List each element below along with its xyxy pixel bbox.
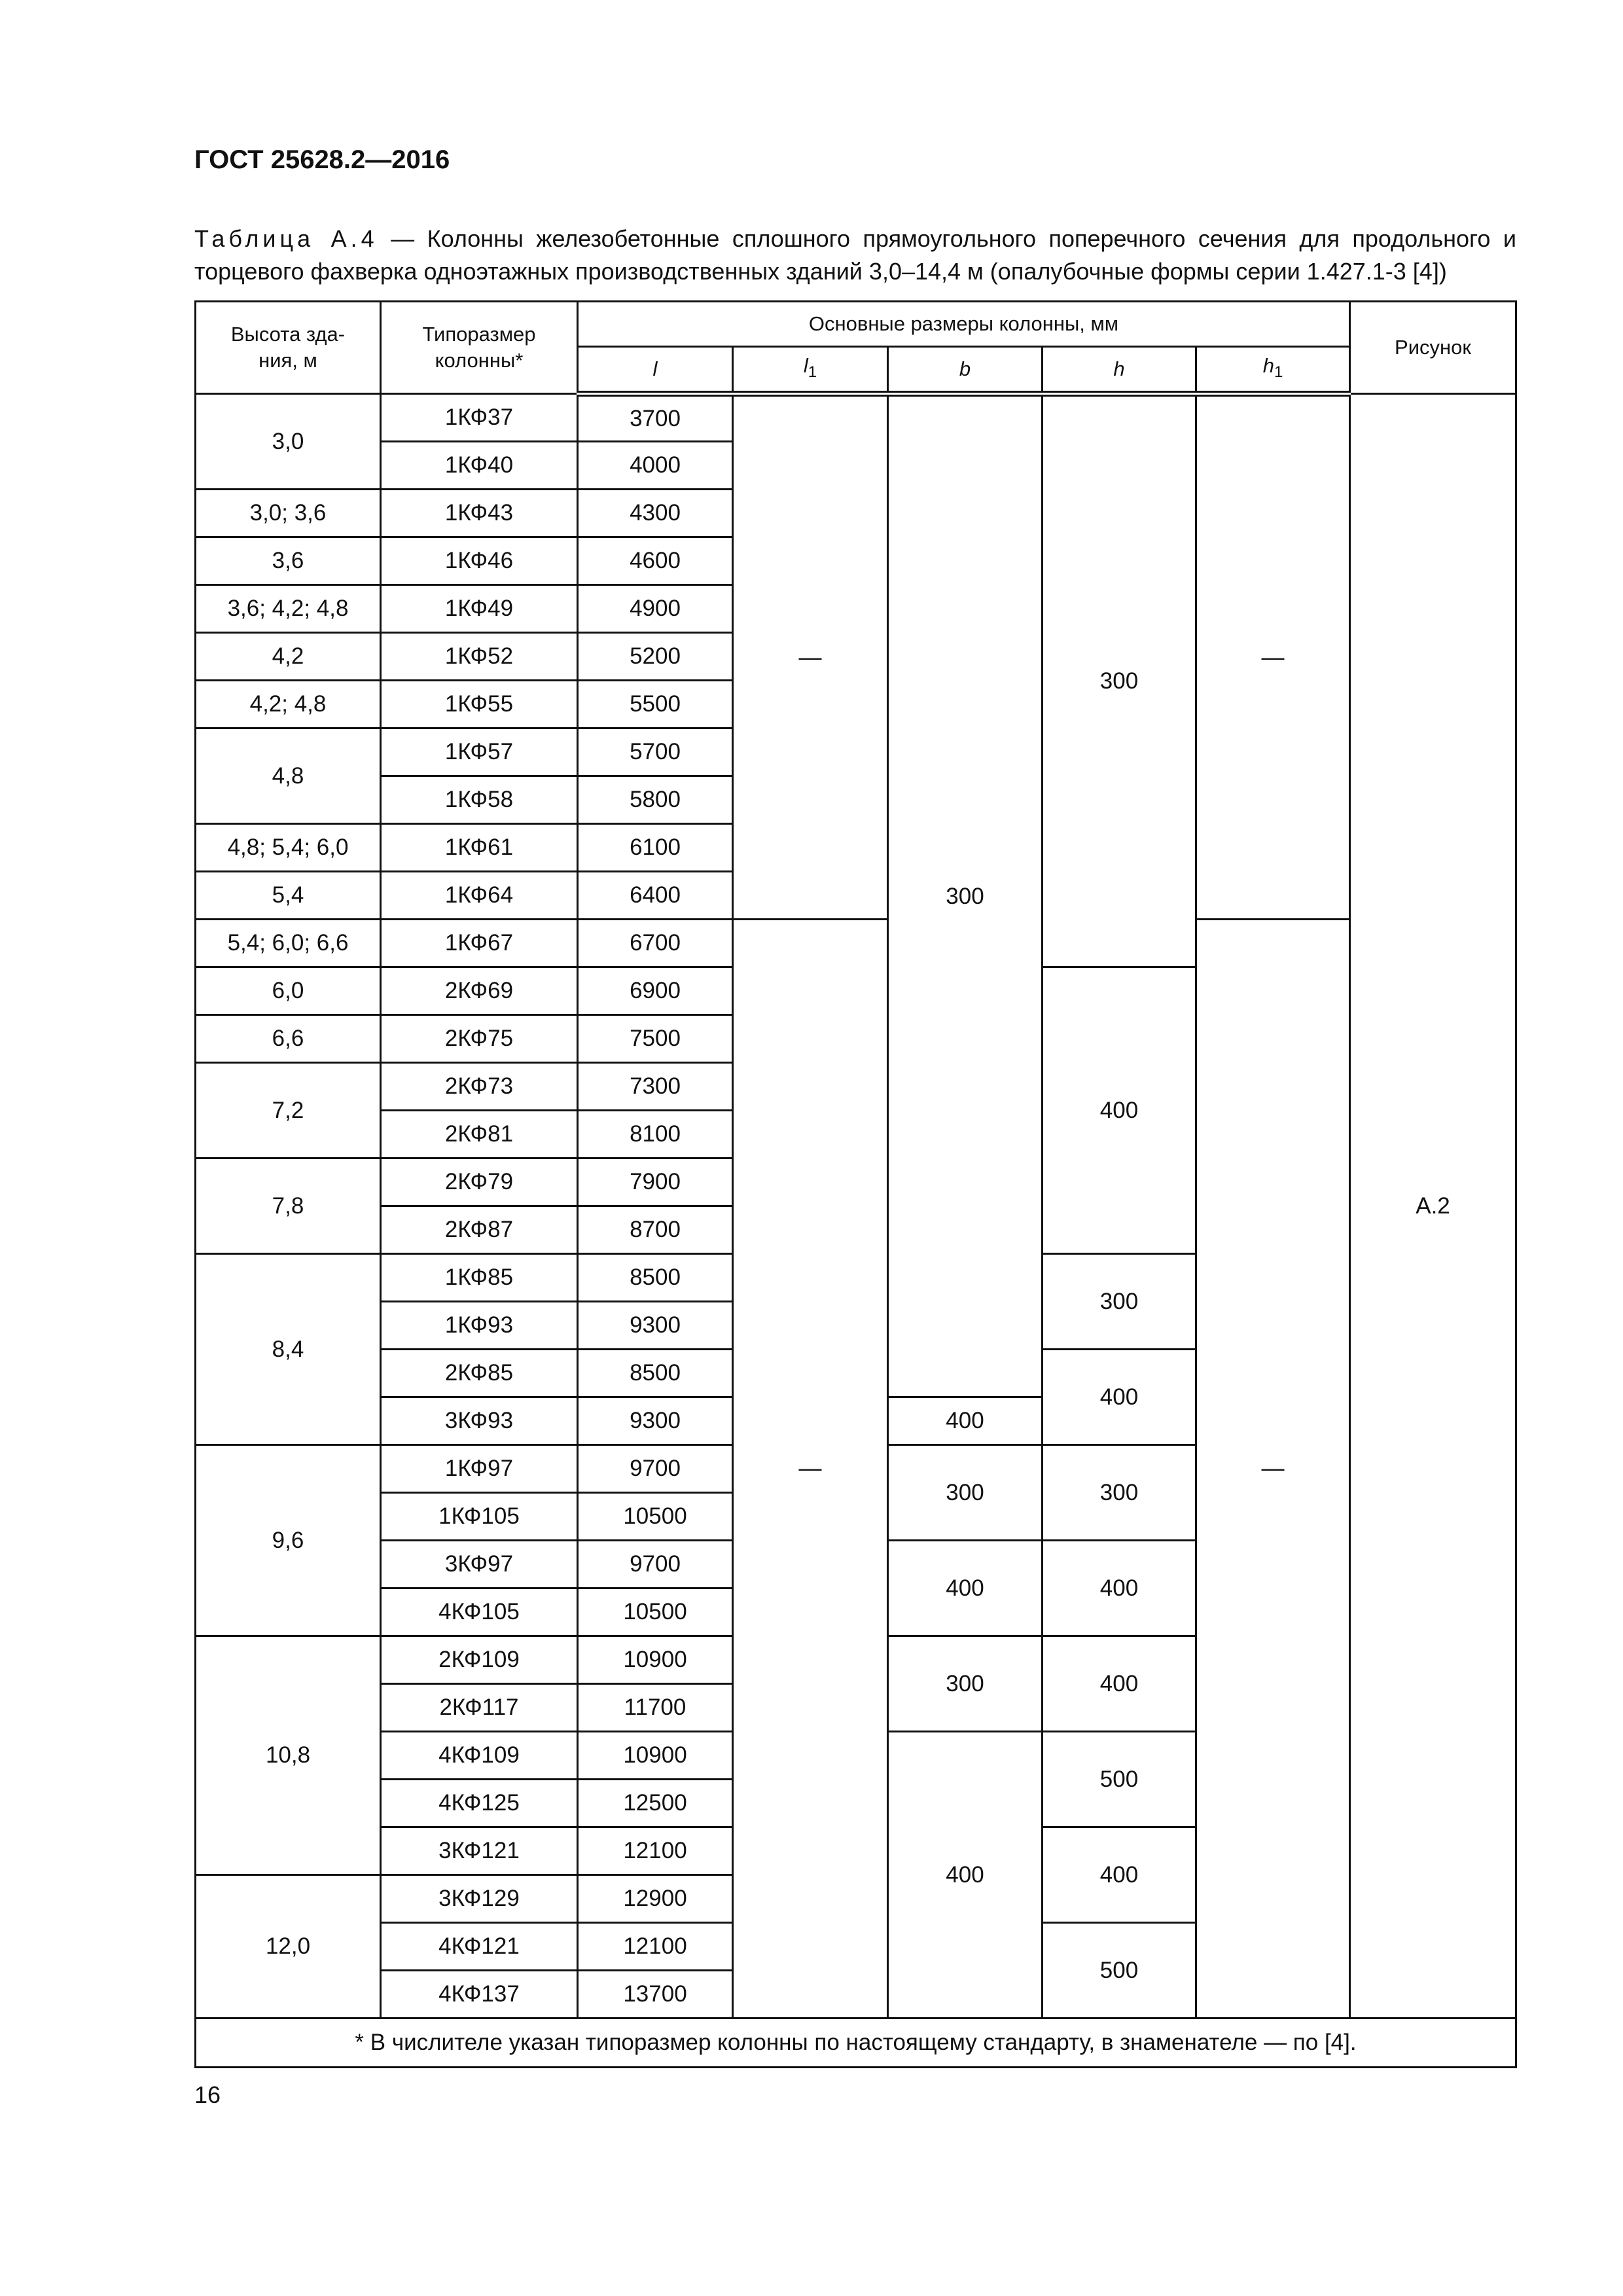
cell-type: 2КФ69 xyxy=(381,967,578,1015)
cell-l: 10900 xyxy=(578,1636,733,1684)
col-h-symbol: h xyxy=(1113,357,1125,380)
col-header-height: Высота зда- ния, м xyxy=(196,302,381,394)
cell-l: 5800 xyxy=(578,776,733,824)
cell-type: 1КФ64 xyxy=(381,872,578,920)
col-h1-subscript: 1 xyxy=(1274,363,1283,381)
cell-type: 4КФ121 xyxy=(381,1923,578,1971)
cell-type: 2КФ73 xyxy=(381,1063,578,1111)
cell-l: 9700 xyxy=(578,1541,733,1588)
cell-type: 1КФ67 xyxy=(381,920,578,967)
cell-type: 1КФ46 xyxy=(381,537,578,585)
cell-type: 1КФ105 xyxy=(381,1493,578,1541)
cell-height: 10,8 xyxy=(196,1636,381,1875)
cell-l: 5700 xyxy=(578,728,733,776)
cell-type: 1КФ97 xyxy=(381,1445,578,1493)
cell-h: 300 xyxy=(1043,1254,1196,1350)
cell-h: 500 xyxy=(1043,1732,1196,1827)
col-l1-subscript: 1 xyxy=(808,363,817,381)
caption-title: — Колонны железобетонные сплошного прямоугольного поперечного сечения для продольного и xyxy=(378,225,1516,252)
cell-type: 1КФ61 xyxy=(381,824,578,872)
cell-type: 2КФ117 xyxy=(381,1684,578,1732)
cell-height: 7,2 xyxy=(196,1063,381,1158)
cell-type: 1КФ43 xyxy=(381,490,578,537)
cell-b: 400 xyxy=(888,1397,1043,1445)
cell-type: 3КФ97 xyxy=(381,1541,578,1588)
cell-l: 12500 xyxy=(578,1780,733,1827)
table-row xyxy=(196,394,1516,442)
cell-height: 8,4 xyxy=(196,1254,381,1445)
cell-l: 6400 xyxy=(578,872,733,920)
cell-type: 2КФ81 xyxy=(381,1111,578,1158)
cell-type: 1КФ52 xyxy=(381,633,578,681)
col-header-dims-group: Основные размеры колонны, мм xyxy=(578,302,1350,347)
cell-l: 7500 xyxy=(578,1015,733,1063)
table-footnote: * В числителе указан типоразмер колонны по настоящему стандарту, в знаменателе — по [4]. xyxy=(196,2018,1516,2068)
cell-type: 1КФ40 xyxy=(381,442,578,490)
cell-l: 12900 xyxy=(578,1875,733,1923)
col-header-b xyxy=(888,347,1043,394)
cell-type: 2КФ87 xyxy=(381,1206,578,1254)
col-l-symbol: l xyxy=(652,357,658,380)
cell-l: 6700 xyxy=(578,920,733,967)
cell-height: 4,2; 4,8 xyxy=(196,681,381,728)
cell-l: 8100 xyxy=(578,1111,733,1158)
cell-b: 400 xyxy=(888,1541,1043,1636)
cell-l: 7900 xyxy=(578,1158,733,1206)
cell-l: 8500 xyxy=(578,1350,733,1397)
col-l1-symbol: l xyxy=(803,354,808,377)
cell-type: 4КФ105 xyxy=(381,1588,578,1636)
cell-h: 400 xyxy=(1043,1827,1196,1923)
cell-l1: — xyxy=(733,920,888,2018)
col-b-symbol: b xyxy=(959,357,971,380)
cell-type: 1КФ93 xyxy=(381,1302,578,1350)
cell-type: 4КФ137 xyxy=(381,1971,578,2018)
cell-h1: — xyxy=(1196,920,1350,2018)
cell-l: 9300 xyxy=(578,1397,733,1445)
cell-height: 4,2 xyxy=(196,633,381,681)
cell-type: 2КФ79 xyxy=(381,1158,578,1206)
cell-type: 4КФ109 xyxy=(381,1732,578,1780)
cell-type: 3КФ121 xyxy=(381,1827,578,1875)
cell-l: 6900 xyxy=(578,967,733,1015)
cell-l: 11700 xyxy=(578,1684,733,1732)
cell-l: 6100 xyxy=(578,824,733,872)
cell-l: 4600 xyxy=(578,537,733,585)
cell-l1: — xyxy=(733,394,888,920)
cell-l: 12100 xyxy=(578,1827,733,1875)
cell-l: 8700 xyxy=(578,1206,733,1254)
cell-h: 400 xyxy=(1043,1541,1196,1636)
cell-l: 5200 xyxy=(578,633,733,681)
col-header-h1 xyxy=(1196,347,1350,394)
cell-height: 6,6 xyxy=(196,1015,381,1063)
col-header-h xyxy=(1043,347,1196,394)
cell-type: 3КФ93 xyxy=(381,1397,578,1445)
cell-l: 7300 xyxy=(578,1063,733,1111)
cell-h: 300 xyxy=(1043,1445,1196,1541)
cell-height: 6,0 xyxy=(196,967,381,1015)
cell-figure: А.2 xyxy=(1350,394,1516,2018)
cell-b: 400 xyxy=(888,1732,1043,2018)
cell-b: 300 xyxy=(888,1445,1043,1541)
cell-l: 4900 xyxy=(578,585,733,633)
cell-l: 8500 xyxy=(578,1254,733,1302)
cell-height: 9,6 xyxy=(196,1445,381,1636)
columns-table xyxy=(194,300,1517,2068)
cell-h: 400 xyxy=(1043,967,1196,1254)
table-caption xyxy=(194,223,1516,288)
cell-type: 4КФ125 xyxy=(381,1780,578,1827)
col-h1-symbol: h xyxy=(1262,354,1274,377)
cell-type: 1КФ49 xyxy=(381,585,578,633)
table-footnote-row xyxy=(196,2018,1516,2068)
cell-h: 400 xyxy=(1043,1636,1196,1732)
cell-l: 12100 xyxy=(578,1923,733,1971)
cell-type: 1КФ58 xyxy=(381,776,578,824)
cell-l: 3700 xyxy=(578,394,733,442)
page-number: 16 xyxy=(194,2081,221,2108)
col-header-figure: Рисунок xyxy=(1350,302,1516,394)
col-header-l1 xyxy=(733,347,888,394)
cell-type: 3КФ129 xyxy=(381,1875,578,1923)
cell-height: 3,6; 4,2; 4,8 xyxy=(196,585,381,633)
cell-height: 5,4 xyxy=(196,872,381,920)
cell-h: 500 xyxy=(1043,1923,1196,2018)
cell-l: 4000 xyxy=(578,442,733,490)
table-row xyxy=(196,920,1516,967)
cell-type: 2КФ85 xyxy=(381,1350,578,1397)
cell-height: 4,8 xyxy=(196,728,381,824)
cell-l: 9700 xyxy=(578,1445,733,1493)
cell-type: 1КФ37 xyxy=(381,394,578,442)
col-header-l xyxy=(578,347,733,394)
cell-l: 13700 xyxy=(578,1971,733,2018)
cell-l: 10900 xyxy=(578,1732,733,1780)
col-header-type: Типоразмер колонны* xyxy=(381,302,578,394)
standard-header: ГОСТ 25628.2—2016 xyxy=(194,145,450,174)
cell-height: 5,4; 6,0; 6,6 xyxy=(196,920,381,967)
cell-h: 400 xyxy=(1043,1350,1196,1445)
cell-type: 1КФ85 xyxy=(381,1254,578,1302)
cell-height: 3,6 xyxy=(196,537,381,585)
cell-height: 3,0; 3,6 xyxy=(196,490,381,537)
cell-l: 10500 xyxy=(578,1493,733,1541)
caption-line-1 xyxy=(194,223,1516,255)
cell-height: 3,0 xyxy=(196,394,381,490)
cell-h1: — xyxy=(1196,394,1350,920)
cell-type: 2КФ109 xyxy=(381,1636,578,1684)
caption-line-2: торцевого фахверка одноэтажных производственных зданий 3,0–14,4 м (опалубочные формы серии 1.427.1-3 [4]) xyxy=(194,258,1447,285)
cell-b: 300 xyxy=(888,394,1043,1397)
cell-h: 300 xyxy=(1043,394,1196,967)
cell-height: 4,8; 5,4; 6,0 xyxy=(196,824,381,872)
cell-height: 12,0 xyxy=(196,1875,381,2018)
cell-l: 5500 xyxy=(578,681,733,728)
cell-l: 10500 xyxy=(578,1588,733,1636)
cell-b: 300 xyxy=(888,1636,1043,1732)
cell-l: 9300 xyxy=(578,1302,733,1350)
cell-l: 4300 xyxy=(578,490,733,537)
cell-type: 1КФ55 xyxy=(381,681,578,728)
cell-height: 7,8 xyxy=(196,1158,381,1254)
caption-label: Таблица А.4 xyxy=(194,225,378,252)
cell-type: 1КФ57 xyxy=(381,728,578,776)
cell-type: 2КФ75 xyxy=(381,1015,578,1063)
